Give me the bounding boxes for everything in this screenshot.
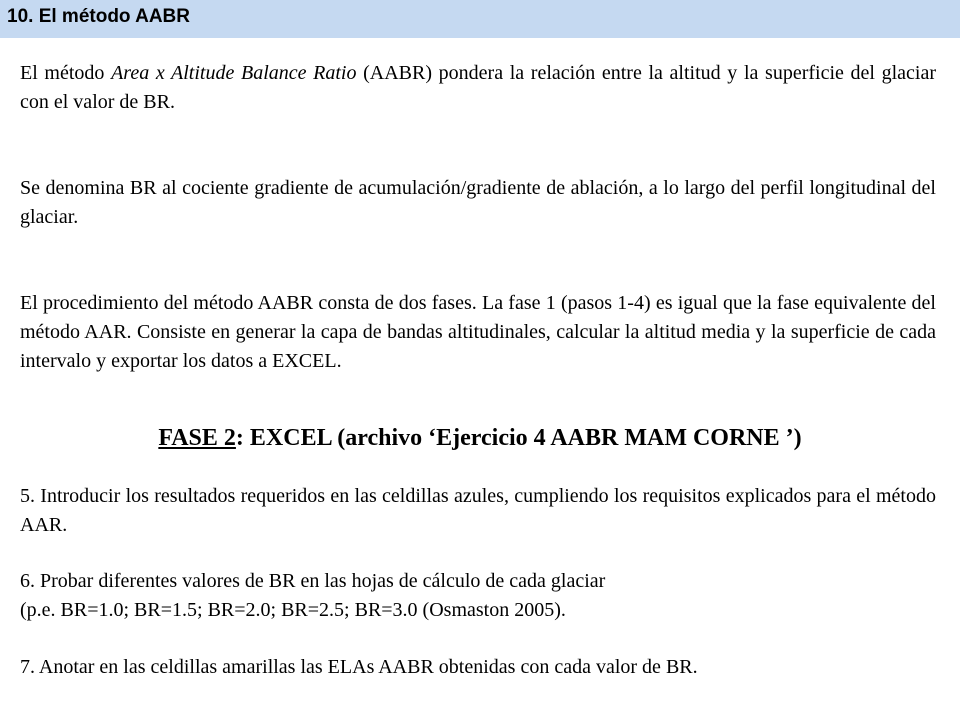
- phase-2-label: FASE 2: [158, 425, 236, 451]
- paragraph-procedure: El procedimiento del método AABR consta de dos fases. La fase 1 (pasos 1-4) es igual que la fase equivalente del método AAR. Consiste en generar la capa de bandas altitudinales, calcular la altitud media y la superficie de cada intervalo y exportar los datos a EXCEL.: [20, 292, 936, 372]
- section-title: 10. El método AABR: [7, 6, 190, 27]
- section-header-bar: [0, 0, 960, 38]
- step-5-text: 5. Introducir los resultados requeridos en las celdillas azules, cumpliendo los requisitos explicados para el método AAR.: [20, 485, 936, 536]
- paragraph-aabr-definition-end: (AABR) pondera la relación entre la altitud y la superficie del glaciar con el valor de BR.: [20, 62, 937, 113]
- method-name-italic: Area x Altitude Balance Ratio: [111, 62, 357, 84]
- paragraph-br-definition: Se denomina BR al cociente gradiente de acumulación/gradiente de ablación, a lo largo del perfil longitudinal del glaciar.: [20, 177, 936, 228]
- step-7-text: 7. Anotar en las celdillas amarillas las ELAs AABR obtenidas con cada valor de BR.: [20, 656, 698, 678]
- paragraph-aabr-definition: [20, 59, 936, 117]
- paragraph-aabr-definition-start: El método: [20, 62, 112, 84]
- phase-2-heading-rest: : EXCEL (archivo ‘Ejercicio 4 AABR MAM CORNE ’): [235, 425, 802, 451]
- step-6-line-1: 6. Probar diferentes valores de BR en las hojas de cálculo de cada glaciar: [20, 570, 606, 592]
- phase-2-heading: [0, 421, 960, 455]
- step-6-line-2: (p.e. BR=1.0; BR=1.5; BR=2.0; BR=2.5; BR=3.0 (Osmaston 2005).: [20, 599, 566, 621]
- step-6-text: [20, 567, 936, 625]
